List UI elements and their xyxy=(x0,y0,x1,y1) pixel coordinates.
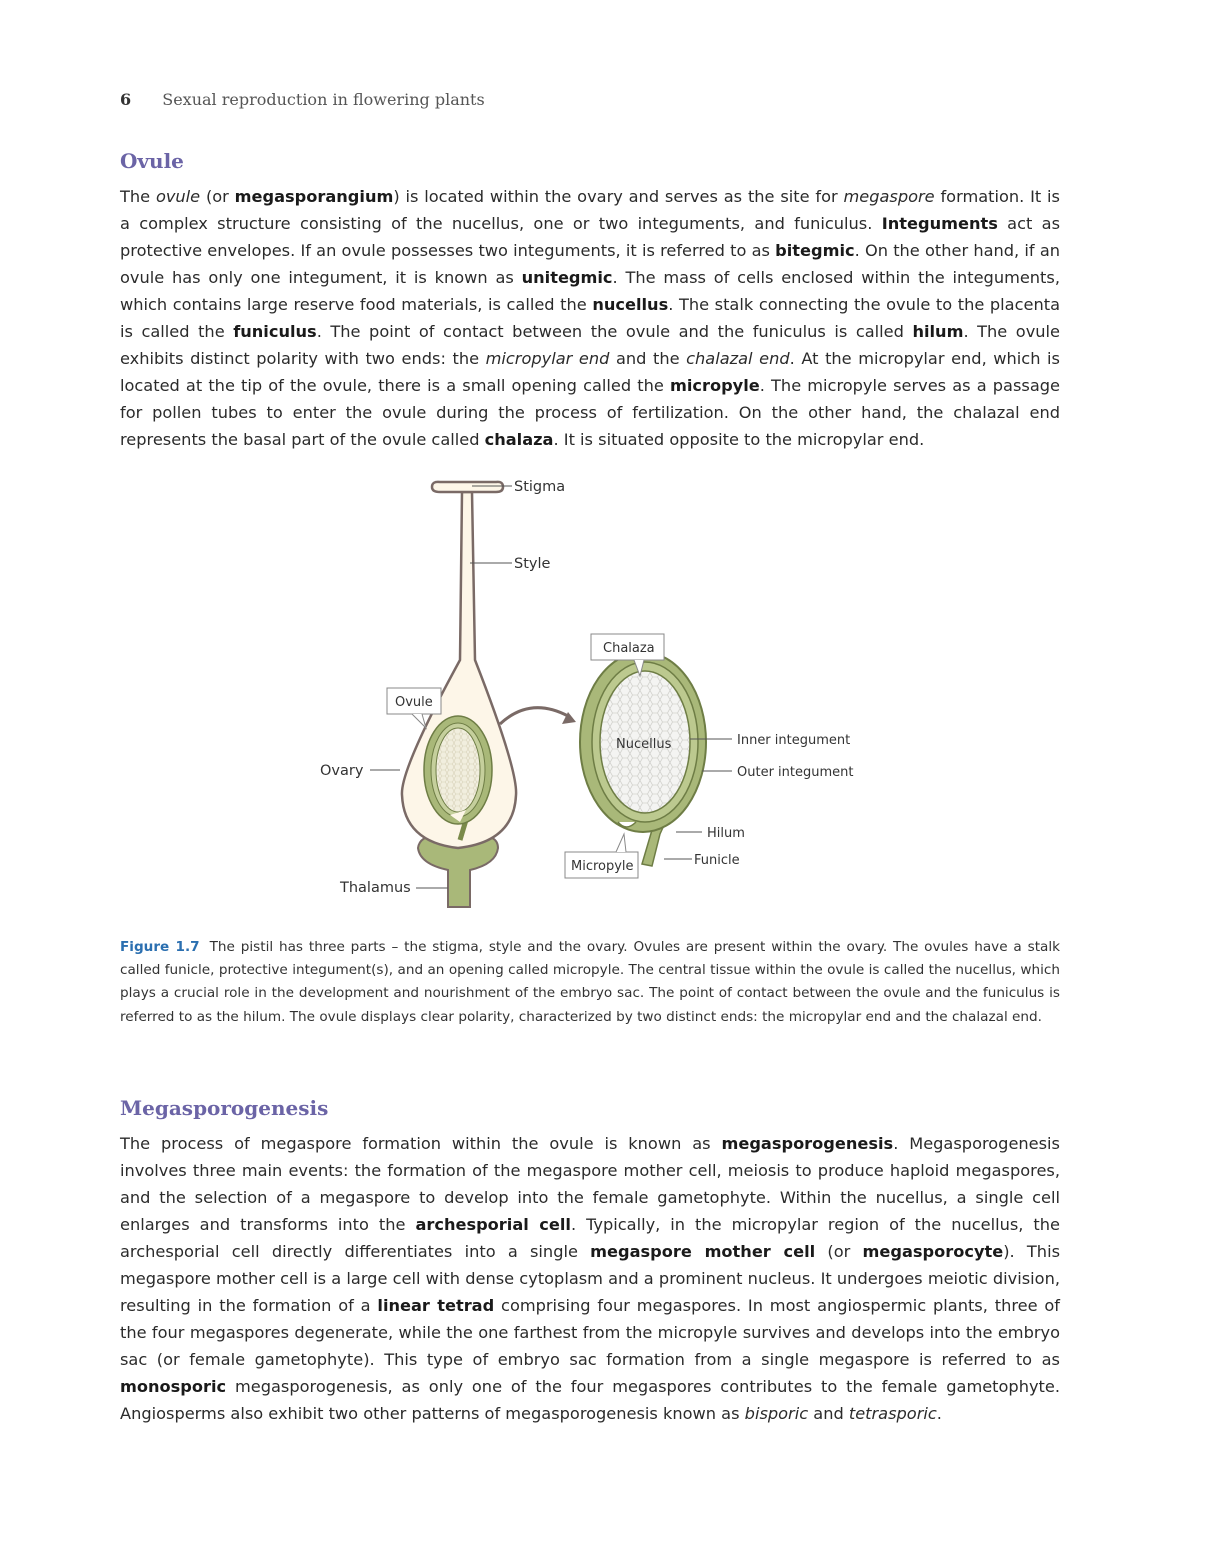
label-nucellus: Nucellus xyxy=(616,737,672,752)
bold-term: monosporic xyxy=(120,1377,227,1396)
label-stigma: Stigma xyxy=(514,479,566,495)
bold-term: archesporial cell xyxy=(415,1215,571,1234)
bold-term: chalaza xyxy=(484,430,554,449)
enlarged-ovule xyxy=(580,652,706,866)
label-hilum: Hilum xyxy=(707,826,745,841)
megasporogenesis-paragraph: The process of megaspore formation within the ovule is known as megasporogenesis. Megasporogenesis involves three main events: the formation of the megaspore mother cell, meiosis to produce haploid megaspores, and the selection of a megaspore to develop into the female gametophyte. Within the nucellus, a single cell enlarges and transforms into the archesporial cell. Typically, in the micropylar region of the nucellus, the archesporial cell directly differentiates into a single megaspore mother cell (or megasporocyte). This megaspore mother cell is a large cell with dense cytoplasm and a prominent nucleus. It undergoes meiotic division, resulting in the formation of a linear tetrad comprising four megaspores. In most angiospermic plants, three of the four megaspores degenerate, while the one farthest from the micropyle survives and develops into the embryo sac (or female gametophyte). This type of embryo sac formation from a single megaspore is referred to as monosporic megasporogenesis, as only one of the four megaspores contributes to the female gametophyte. Angiosperms also exhibit two other patterns of megasporogenesis known as bisporic and tetrasporic. xyxy=(120,1134,1060,1423)
italic-term: ovule xyxy=(155,187,201,206)
arrow xyxy=(500,708,568,724)
bold-term: megasporangium xyxy=(234,187,394,206)
megasporogenesis-heading: Megasporogenesis xyxy=(120,1096,329,1120)
figure-label: Figure 1.7 xyxy=(120,939,200,955)
label-thalamus: Thalamus xyxy=(340,880,411,896)
running-head xyxy=(120,90,485,109)
label-micropyle: Micropyle xyxy=(571,859,634,874)
bold-term: megasporogenesis xyxy=(721,1134,894,1153)
ovule-paragraph: The ovule (or megasporangium) is located within the ovary and serves as the site for megaspore formation. It is a complex structure consisting of the nucellus, one or two integuments, and funiculus. Integuments act as protective envelopes. If an ovule possesses two integuments, it is referred to as bitegmic. On the other hand, if an ovule has only one integument, it is known as unitegmic. The mass of cells enclosed within the integuments, which contains large reserve food materials, is called the nucellus. The stalk connecting the ovule to the placenta is called the funiculus. The point of contact between the ovule and the funiculus is called hilum. The ovule exhibits distinct polarity with two ends: the micropylar end and the chalazal end. At the micropylar end, which is located at the tip of the ovule, there is a small opening called the micropyle. The micropyle serves as a passage for pollen tubes to enter the ovule during the process of fertilization. On the other hand, the chalazal end represents the basal part of the ovule called chalaza. It is situated opposite to the micropylar end. xyxy=(120,187,1061,449)
italic-term: megaspore xyxy=(843,187,935,206)
label-funicle: Funicle xyxy=(694,853,740,868)
label-outer-integument: Outer integument xyxy=(737,765,854,780)
italic-term: chalazal end xyxy=(686,349,790,368)
figure-caption xyxy=(120,936,1060,1029)
pistil-ovule-figure xyxy=(300,470,920,915)
label-inner-integument: Inner integument xyxy=(737,733,851,748)
bold-term: micropyle xyxy=(669,376,760,395)
bold-term: nucellus xyxy=(592,295,669,314)
italic-term: bisporic xyxy=(744,1404,809,1423)
bold-term: bitegmic xyxy=(775,241,855,260)
bold-term: megaspore mother cell xyxy=(590,1242,816,1261)
bold-term: unitegmic xyxy=(521,268,613,287)
bold-term: hilum xyxy=(912,322,964,341)
label-ovule: Ovule xyxy=(395,695,433,710)
running-head-title: Sexual reproduction in flowering plants xyxy=(162,90,485,109)
stigma-shape xyxy=(432,482,503,492)
callout-micropyle xyxy=(565,834,638,878)
figure-caption-text: The pistil has three parts – the stigma, style and the ovary. Ovules are present within the ovary. The ovules have a stalk called funicle, protective integument(s), and an opening called micropyle. The central tissue within the ovule is called the nucellus, which plays a crucial role in the development and nourishment of the embryo sac. The point of contact between the ovule and the funiculus is referred to as the hilum. The ovule displays clear polarity, characterized by two distinct ends: the micropylar end and the chalazal end. xyxy=(120,939,1061,1025)
italic-term: micropylar end xyxy=(485,349,610,368)
italic-term: tetrasporic xyxy=(848,1404,937,1423)
ovule-heading: Ovule xyxy=(120,149,184,173)
page-number: 6 xyxy=(120,90,132,109)
label-chalaza: Chalaza xyxy=(603,641,655,656)
label-style: Style xyxy=(514,556,551,572)
bold-term: megasporocyte xyxy=(862,1242,1004,1261)
bold-term: Integuments xyxy=(881,214,998,233)
bold-term: linear tetrad xyxy=(377,1296,495,1315)
bold-term: funiculus xyxy=(233,322,317,341)
label-ovary: Ovary xyxy=(320,763,364,779)
